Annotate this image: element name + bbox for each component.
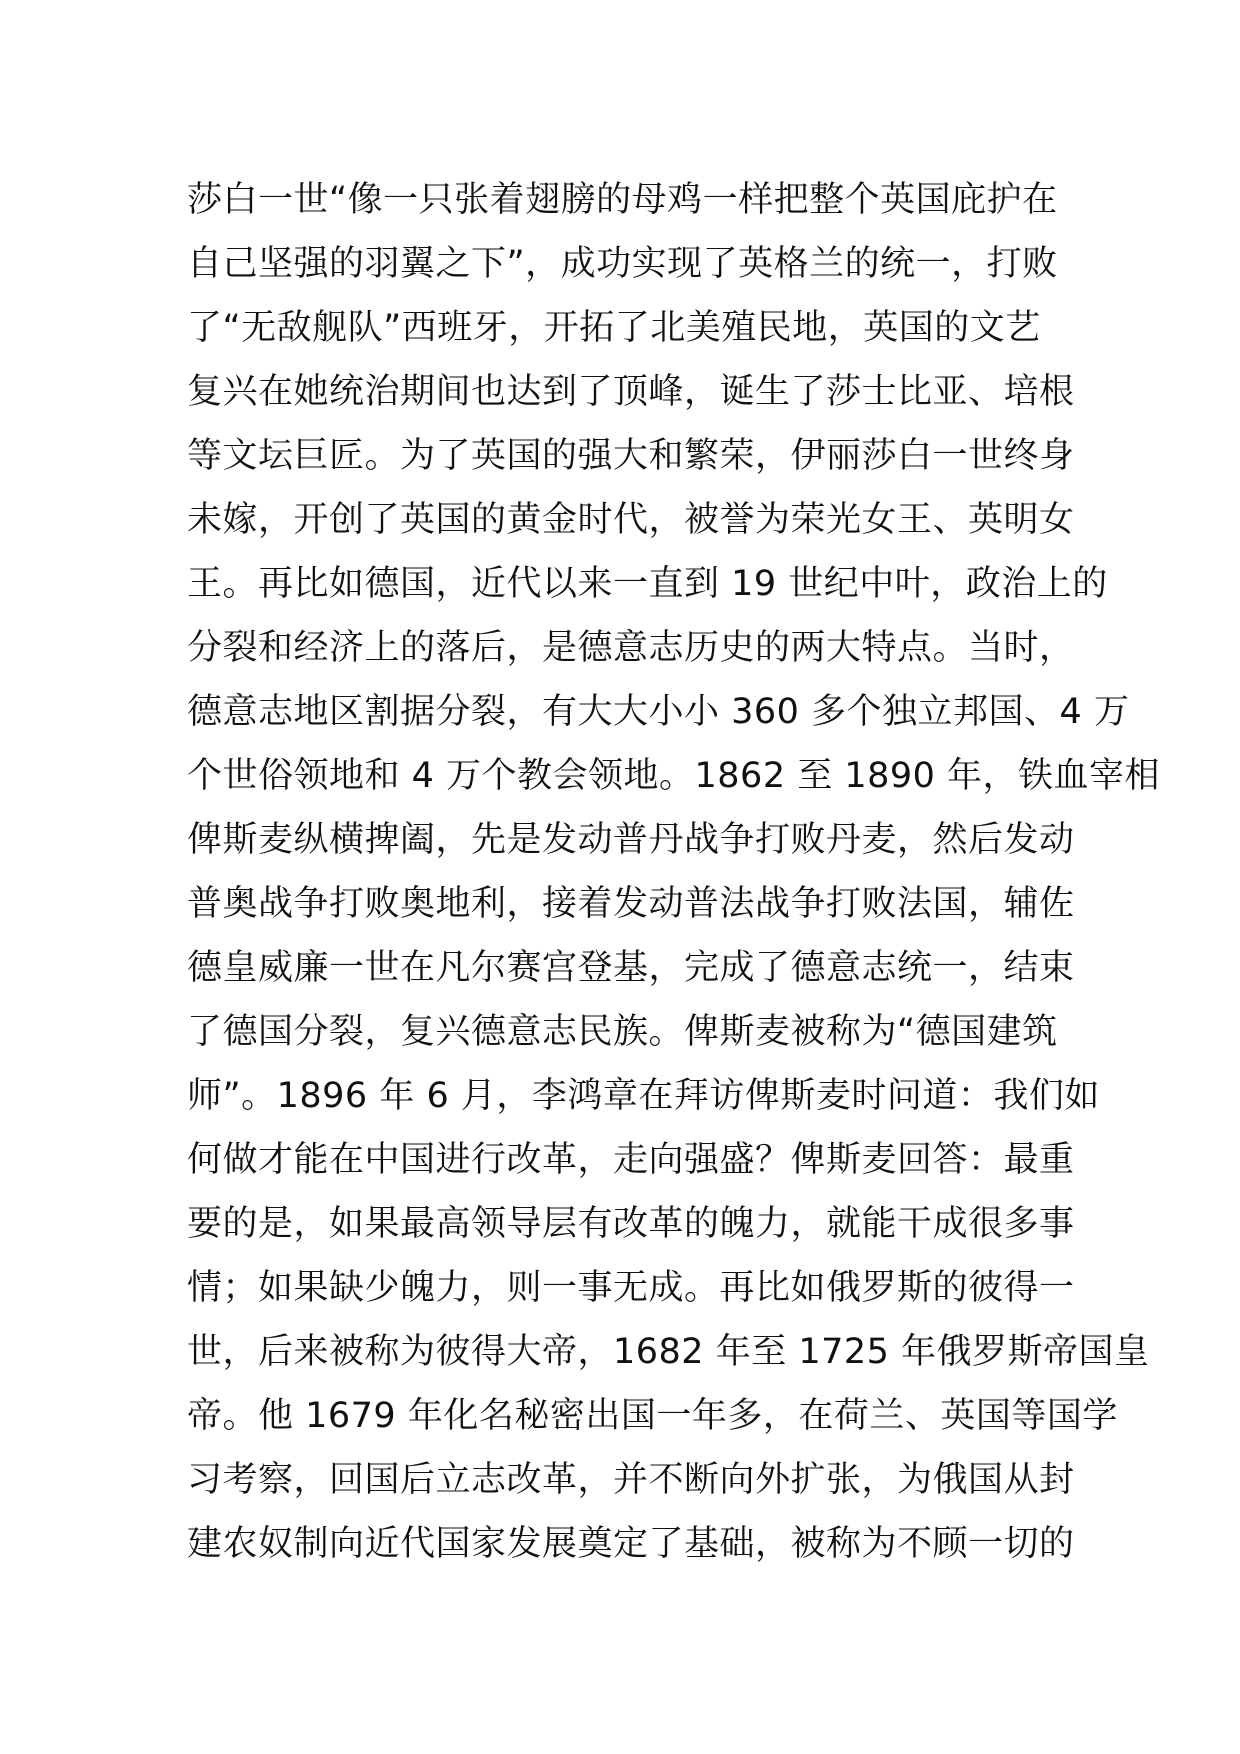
text-line: 要的是，如果最高领导层有改革的魄力，就能干成很多事 [187, 1204, 1075, 1244]
body-text [187, 168, 1161, 1576]
text-line: 情；如果缺少魄力，则一事无成。再比如俄罗斯的彼得一 [187, 1268, 1075, 1308]
text-line: 俾斯麦纵横捭阖，先是发动普丹战争打败丹麦，然后发动 [187, 820, 1075, 860]
text-line: 未嫁，开创了英国的黄金时代，被誉为荣光女王、英明女 [187, 500, 1075, 540]
text-line: 自己坚强的羽翼之下”，成功实现了英格兰的统一，打败 [187, 244, 1058, 284]
text-line: 世，后来被称为彼得大帝，1682 年至 1725 年俄罗斯帝国皇 [187, 1332, 1150, 1372]
text-line: 分裂和经济上的落后，是德意志历史的两大特点。当时， [187, 628, 1075, 668]
text-line: 等文坛巨匠。为了英国的强大和繁荣，伊丽莎白一世终身 [187, 436, 1075, 476]
text-line: 了“无敌舰队”西班牙，开拓了北美殖民地，英国的文艺 [187, 308, 1041, 348]
text-line: 帝。他 1679 年化名秘密出国一年多，在荷兰、英国等国学 [187, 1396, 1118, 1436]
text-line: 了德国分裂，复兴德意志民族。俾斯麦被称为“德国建筑 [187, 1012, 1058, 1052]
text-line: 建农奴制向近代国家发展奠定了基础，被称为不顾一切的 [187, 1524, 1075, 1564]
text-line: 莎白一世“像一只张着翅膀的母鸡一样把整个英国庇护在 [187, 180, 1058, 220]
text-line: 德皇威廉一世在凡尔赛宫登基，完成了德意志统一，结束 [187, 948, 1075, 988]
text-line: 何做才能在中国进行改革，走向强盛？俾斯麦回答：最重 [187, 1140, 1075, 1180]
text-line: 复兴在她统治期间也达到了顶峰，诞生了莎士比亚、培根 [187, 372, 1075, 412]
text-line: 师”。1896 年 6 月，李鸿章在拜访俾斯麦时问道：我们如 [187, 1076, 1100, 1116]
text-line: 习考察，回国后立志改革，并不断向外扩张，为俄国从封 [187, 1460, 1075, 1500]
text-line: 个世俗领地和 4 万个教会领地。1862 至 1890 年，铁血宰相 [187, 756, 1161, 796]
text-line: 德意志地区割据分裂，有大大小小 360 多个独立邦国、4 万 [187, 692, 1130, 732]
text-line: 王。再比如德国，近代以来一直到 19 世纪中叶，政治上的 [187, 564, 1108, 604]
text-line: 普奥战争打败奥地利，接着发动普法战争打败法国，辅佐 [187, 884, 1075, 924]
